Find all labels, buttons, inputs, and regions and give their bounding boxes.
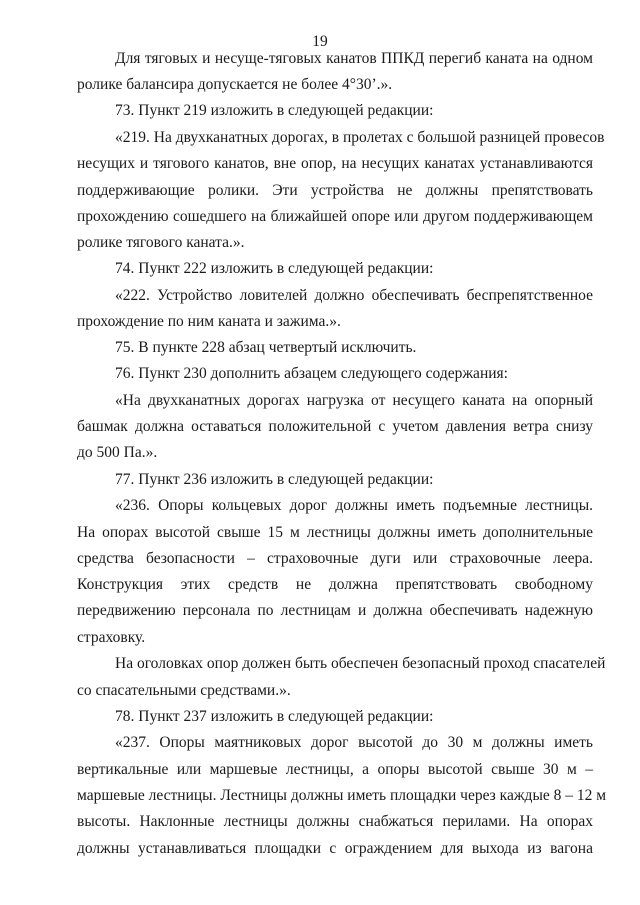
text-line: Конструкция этих средств не должна препятствовать свободному [77,576,593,593]
page-number: 19 [312,33,328,50]
text-line: страховку. [77,629,146,646]
text-line: прохождение по ним каната и зажима.». [77,313,341,330]
text-line: до 500 Па.». [77,444,158,461]
text-line: должны устанавливаться площадки с ограждением для выхода из вагона [77,840,593,857]
text-line: ролике балансира допускается не более 4°30’.». [77,76,393,93]
text-line: средства безопасности – страховочные дуги или страховочные леера. [77,550,593,567]
text-line: «219. На двухканатных дорогах, в пролетах с большой разницей провесов [115,129,605,146]
text-line: На оголовках опор должен быть обеспечен безопасный проход спасателей [115,655,606,672]
text-line: башмак должна оставаться положительной с учетом давления ветра снизу [77,418,593,435]
text-line: 74. Пункт 222 изложить в следующей редакции: [115,260,434,277]
text-line: несущих и тягового канатов, вне опор, на несущих канатах устанавливаются [77,155,593,172]
text-line: высоты. Наклонные лестницы должны снабжаться перилами. На опорах [77,813,593,830]
text-line: 77. Пункт 236 изложить в следующей редакции: [115,471,434,488]
text-line: «237. Опоры маятниковых дорог высотой до 30 м должны иметь [115,734,593,751]
text-line: поддерживающие ролики. Эти устройства не должны препятствовать [77,182,593,199]
text-line: Для тяговых и несуще-тяговых канатов ППКД перегиб каната на одном [115,50,593,67]
text-line: передвижению персонала по лестницам и должна обеспечивать надежную [77,602,593,619]
text-line: 75. В пункте 228 абзац четвертый исключить. [115,339,417,356]
text-line: вертикальные или маршевые лестницы, а опоры высотой свыше 30 м – [77,761,593,778]
text-line: На опорах высотой свыше 15 м лестницы должны иметь дополнительные [77,524,593,541]
text-line: прохождению сошедшего на ближайшей опоре или другом поддерживающем [77,208,593,225]
text-line: «222. Устройство ловителей должно обеспечивать беспрепятственное [115,287,593,304]
text-line: ролике тягового каната.». [77,234,245,251]
text-line: 76. Пункт 230 дополнить абзацем следующего содержания: [115,365,508,382]
text-line: 73. Пункт 219 изложить в следующей редакции: [115,102,434,119]
text-line: «На двухканатных дорогах нагрузка от несущего каната на опорный [115,392,593,409]
text-line: маршевые лестницы. Лестницы должны иметь площадки через каждые 8 – 12 м [77,787,607,804]
text-line: 78. Пункт 237 изложить в следующей редакции: [115,708,434,725]
text-line: со спасательными средствами.». [77,682,291,699]
text-line: «236. Опоры кольцевых дорог должны иметь подъемные лестницы. [115,497,593,514]
